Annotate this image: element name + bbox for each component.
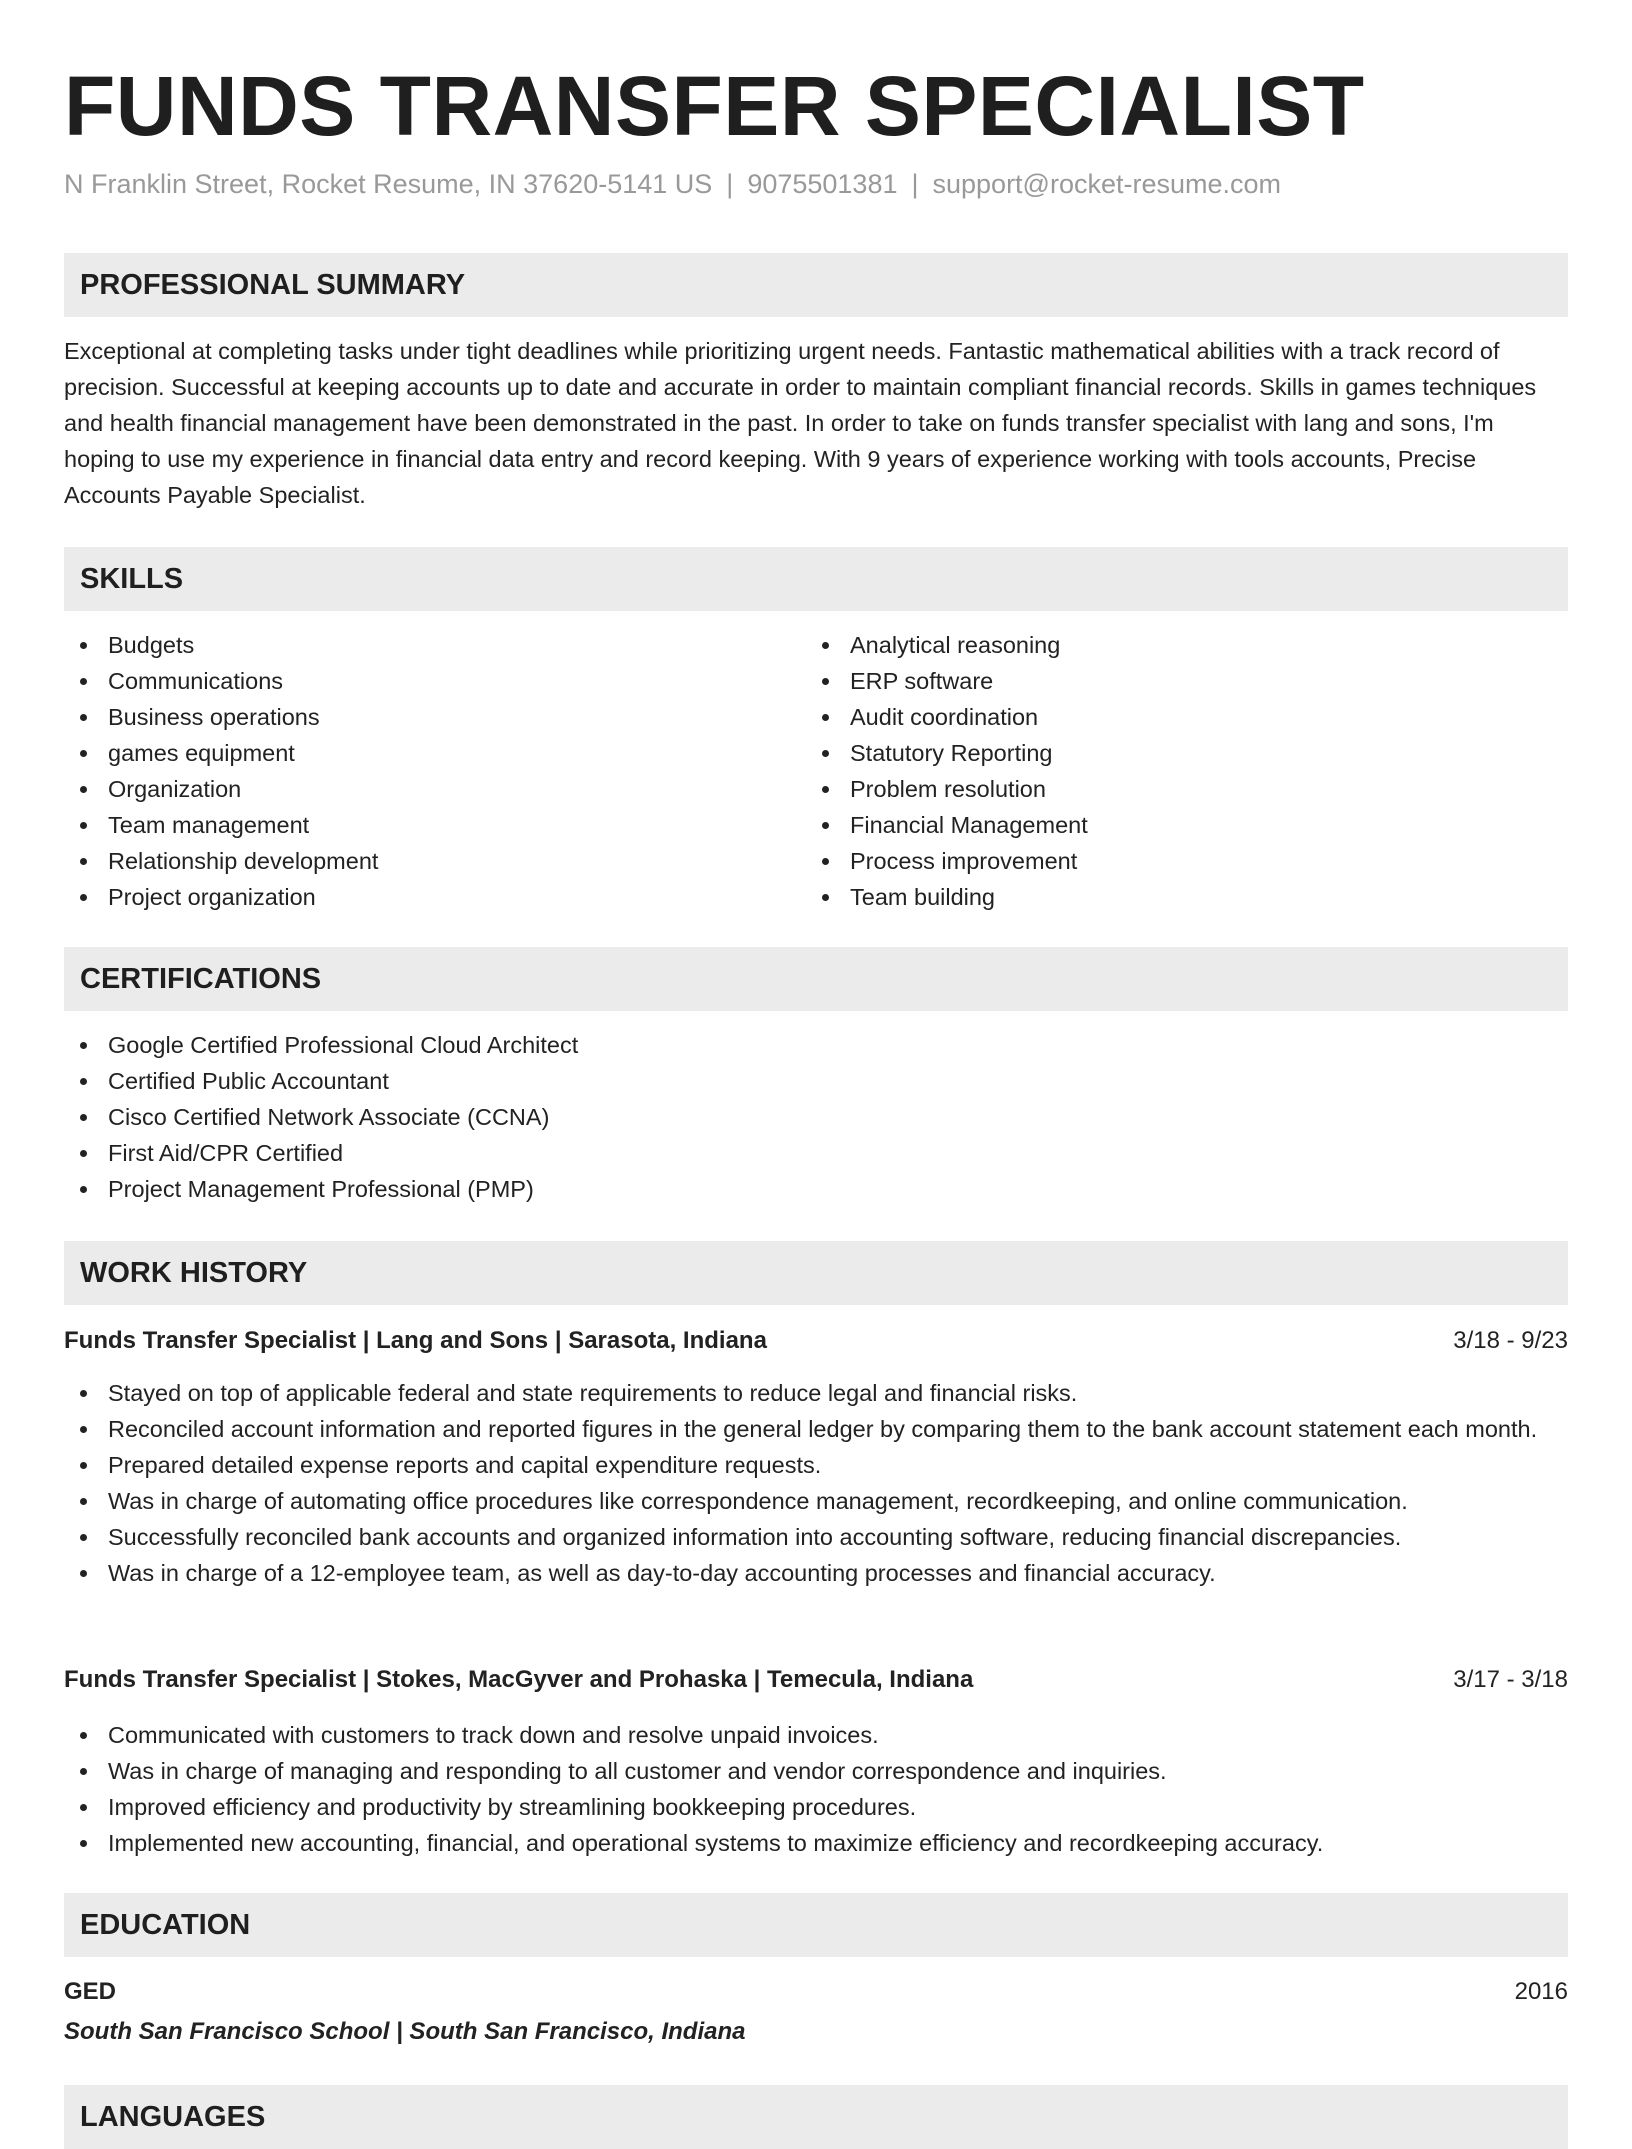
list-item: Organization bbox=[64, 771, 804, 807]
list-item: Successfully reconciled bank accounts and organized information into accounting software, reducing financial discrepancies. bbox=[64, 1519, 1568, 1555]
job-dates: 3/18 - 9/23 bbox=[1453, 1327, 1568, 1354]
list-item: Certified Public Accountant bbox=[64, 1063, 1568, 1099]
job-bullets bbox=[64, 1375, 1568, 1591]
contact-line bbox=[64, 166, 1281, 202]
list-item: ERP software bbox=[806, 663, 1566, 699]
list-item: Communicated with customers to track down and resolve unpaid invoices. bbox=[64, 1717, 1568, 1753]
list-item: Business operations bbox=[64, 699, 804, 735]
contact-separator: | bbox=[726, 169, 734, 199]
list-item: Relationship development bbox=[64, 843, 804, 879]
list-item: First Aid/CPR Certified bbox=[64, 1135, 1568, 1171]
list-item: Team management bbox=[64, 807, 804, 843]
job-dates: 3/17 - 3/18 bbox=[1453, 1666, 1568, 1693]
list-item: Was in charge of automating office procedures like correspondence management, recordkeeping, and online communication. bbox=[64, 1483, 1568, 1519]
list-item: Analytical reasoning bbox=[806, 627, 1566, 663]
section-header-education: EDUCATION bbox=[64, 1893, 1568, 1957]
list-item: Stayed on top of applicable federal and state requirements to reduce legal and financial risks. bbox=[64, 1375, 1568, 1411]
list-item: Financial Management bbox=[806, 807, 1566, 843]
contact-separator: | bbox=[911, 169, 919, 199]
summary-paragraph: Exceptional at completing tasks under tight deadlines while prioritizing urgent needs. Fantastic mathematical abilities with a track record of precision. Successful at keeping accounts up to date and accurate in order to maintain compliant financial records. Skills in games techniques and health financial management have been demonstrated in the past. In order to take on funds transfer specialist with lang and sons, I'm hoping to use my experience in financial data entry and record keeping. With 9 years of experience working with tools accounts, Precise Accounts Payable Specialist. bbox=[64, 338, 1537, 508]
job-bullets bbox=[64, 1717, 1568, 1861]
list-item: Process improvement bbox=[806, 843, 1566, 879]
list-item: Project organization bbox=[64, 879, 804, 915]
section-header-work-history: WORK HISTORY bbox=[64, 1241, 1568, 1305]
education-degree: GED bbox=[64, 1978, 117, 2005]
list-item: Audit coordination bbox=[806, 699, 1566, 735]
list-item: Cisco Certified Network Associate (CCNA) bbox=[64, 1099, 1568, 1135]
resume-name-heading: FUNDS TRANSFER SPECIALIST bbox=[64, 59, 1365, 153]
list-item: Google Certified Professional Cloud Architect bbox=[64, 1027, 1568, 1063]
contact-address: N Franklin Street, Rocket Resume, IN 37620-5141 US bbox=[64, 169, 713, 199]
section-header-skills: SKILLS bbox=[64, 547, 1568, 611]
contact-phone: 9075501381 bbox=[747, 169, 898, 199]
list-item: Implemented new accounting, financial, and operational systems to maximize efficiency and recordkeeping accuracy. bbox=[64, 1825, 1568, 1861]
section-header-summary: PROFESSIONAL SUMMARY bbox=[64, 253, 1568, 317]
list-item: Statutory Reporting bbox=[806, 735, 1566, 771]
job-title: Funds Transfer Specialist | Stokes, MacGyver and Prohaska | Temecula, Indiana bbox=[64, 1666, 974, 1693]
list-item: Was in charge of managing and responding to all customer and vendor correspondence and inquiries. bbox=[64, 1753, 1568, 1789]
education-school: South San Francisco School | South San Francisco, Indiana bbox=[64, 2018, 746, 2045]
job-title: Funds Transfer Specialist | Lang and Sons | Sarasota, Indiana bbox=[64, 1327, 767, 1354]
skills-list-right bbox=[806, 627, 1566, 915]
list-item: Prepared detailed expense reports and capital expenditure requests. bbox=[64, 1447, 1568, 1483]
list-item: Reconciled account information and reported figures in the general ledger by comparing them to the bank account statement each month. bbox=[64, 1411, 1568, 1447]
list-item: Was in charge of a 12-employee team, as well as day-to-day accounting processes and financial accuracy. bbox=[64, 1555, 1568, 1591]
section-header-languages: LANGUAGES bbox=[64, 2085, 1568, 2149]
education-year: 2016 bbox=[1514, 1978, 1568, 2005]
list-item: Communications bbox=[64, 663, 804, 699]
skills-list-left bbox=[64, 627, 804, 915]
list-item: Budgets bbox=[64, 627, 804, 663]
contact-email: support@rocket-resume.com bbox=[932, 169, 1282, 199]
list-item: Team building bbox=[806, 879, 1566, 915]
list-item: Problem resolution bbox=[806, 771, 1566, 807]
list-item: Improved efficiency and productivity by streamlining bookkeeping procedures. bbox=[64, 1789, 1568, 1825]
section-header-certifications: CERTIFICATIONS bbox=[64, 947, 1568, 1011]
certifications-list bbox=[64, 1027, 1568, 1207]
list-item: Project Management Professional (PMP) bbox=[64, 1171, 1568, 1207]
list-item: games equipment bbox=[64, 735, 804, 771]
